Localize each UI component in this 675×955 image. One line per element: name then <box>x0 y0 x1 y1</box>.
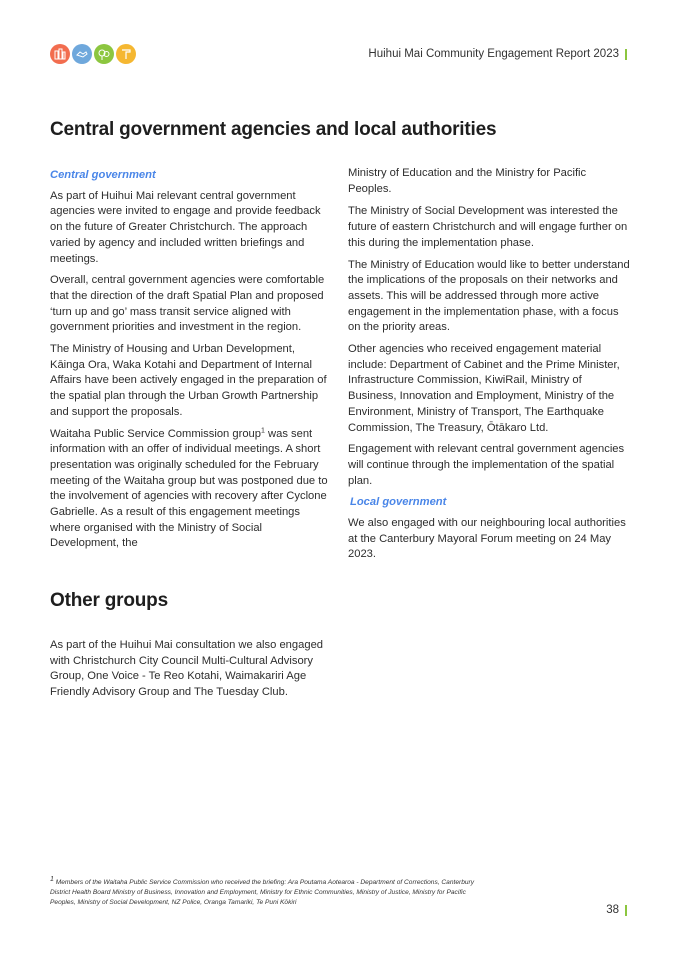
transit-icon <box>116 44 136 64</box>
page-number <box>606 904 627 916</box>
left-column <box>50 166 332 558</box>
section-heading-other-groups: Other groups <box>50 590 168 611</box>
waitaha-text-end: was sent information with an offer of individual meetings. A short presentation was originally scheduled for the February meeting of the Waitaha group but was postponed due to the involvement of agencies with recovery after Cyclone Gabrielle. As a result of this engagement meetings where organised with the Ministry of Social Development, the <box>50 427 328 550</box>
section-heading-central: Central government agencies and local authorities <box>50 119 497 140</box>
paragraph-waitaha <box>50 427 332 553</box>
handshake-icon <box>72 44 92 64</box>
paragraph: We also engaged with our neighbouring local authorities at the Canterbury Mayoral Forum meeting on 24 May 2023. <box>348 517 626 561</box>
subheading-central-government: Central government <box>50 169 156 181</box>
accent-bar <box>625 49 627 60</box>
paragraph: As part of Huihui Mai relevant central government agencies were invited to engage and provide feedback on the future of Greater Christchurch. The approach varied by agency and included written briefings and meetings. <box>50 189 321 265</box>
city-icon <box>50 44 70 64</box>
subheading-local-government: Local government <box>350 496 447 509</box>
report-title-text: Huihui Mai Community Engagement Report 2023 <box>368 48 619 60</box>
paragraph: The Ministry of Housing and Urban Development, Kāinga Ora, Waka Kotahi and Department of Internal Affairs have been actively engaged in the preparation of the spatial plan through the Urban Growth Partnership and support the proposals. <box>50 343 327 418</box>
paragraph: Ministry of Education and the Ministry for Pacific Peoples. <box>348 167 587 195</box>
right-column <box>348 166 630 569</box>
paragraph-other-groups: As part of the Huihui Mai consultation we also engaged with Christchurch City Council Multi-Cultural Advisory Group, One Voice - Te Reo Kotahi, Waimakariri Age Friendly Advisory Group and The Tuesday Club. <box>50 639 324 699</box>
accent-bar <box>625 905 627 916</box>
footnote-marker: 1 <box>50 875 54 883</box>
footnote-text: Members of the Waitaha Public Service Commission who received the briefing: Ara Poutama Aotearoa - Department of Corrections, Canterbury District Health Board Ministry of Business, Innovation and Employment, Ministry for Ethnic Communities, Ministry of Justice, Ministry for Pacific Peoples, Ministry of Social Development, NZ Police, Oranga Tamariki, Te Puni Kōkiri <box>50 879 475 906</box>
paragraph: The Ministry of Education would like to better understand the implications of the proposals on their networks and assets. This will be addressed through more active engagement in the implementation phase, with a focus on the priority areas. <box>348 258 630 334</box>
logo-group <box>50 44 136 64</box>
footnote <box>50 875 490 907</box>
tree-icon <box>94 44 114 64</box>
waitaha-text-start: Waitaha Public Service Commission group <box>50 427 261 440</box>
footnote-reference[interactable]: 1 <box>261 426 265 434</box>
report-title <box>368 48 627 60</box>
paragraph: Engagement with relevant central government agencies will continue through the implementation of the spatial plan. <box>348 443 625 487</box>
page-number-text: 38 <box>606 904 619 916</box>
paragraph: Other agencies who received engagement material include: Department of Cabinet and the Prime Minister, Infrastructure Commission, KiwiRail, Ministry of Business, Innovation and Employment, Ministry of the Environment, Ministry of Transport, The Earthquake Commission, The Treasury, Ōtākaro Ltd. <box>348 343 620 434</box>
paragraph: The Ministry of Social Development was interested the future of eastern Christchurch and will engage further on this during the implementation phase. <box>348 205 628 249</box>
paragraph: Overall, central government agencies were comfortable that the direction of the draft Spatial Plan and proposed ‘turn up and go’ mass transit service aligned with government priorities and investment in the region. <box>50 274 325 334</box>
